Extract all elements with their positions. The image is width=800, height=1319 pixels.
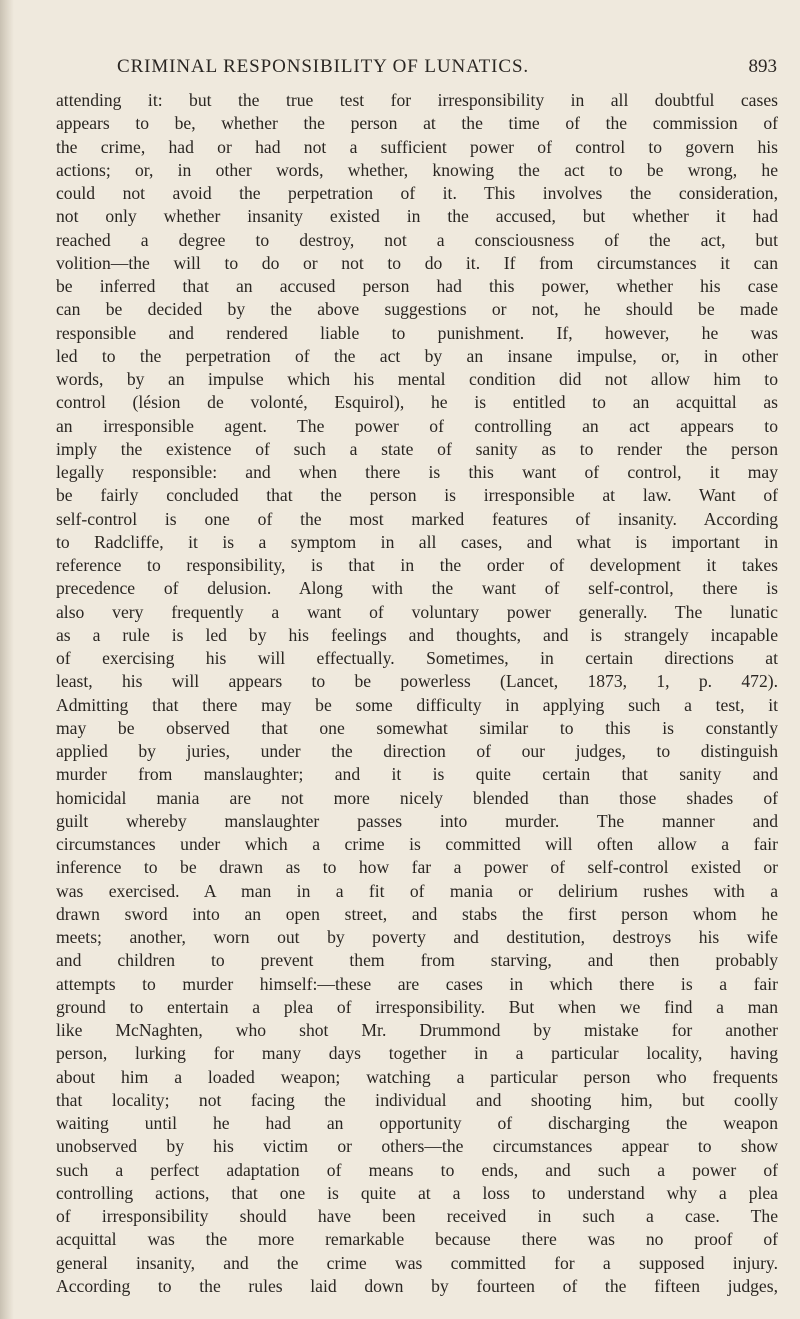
text-line: like McNaghten, who shot Mr. Drummond by mistake for another (56, 1020, 778, 1040)
text-line: acquittal was the more remarkable because there was no proof of (56, 1229, 778, 1250)
text-line: appears to be, whether the person at the time of the commission of (56, 113, 778, 134)
text-line: attempts to murder himself:—these are cases in which there is a fair (56, 973, 778, 994)
text-line: least, his will appears to be powerless (Lancet, 1873, 1, p. 472). (56, 671, 778, 692)
text-line: inference to be drawn as to how far a power of self-control existed or (56, 857, 778, 878)
page-number: 893 (748, 56, 777, 77)
running-head (117, 56, 777, 86)
text-line: of exercising his will effectually. Sometimes, in certain directions at (56, 648, 778, 668)
text-line: the crime, had or had not a sufficient power of control to govern his (56, 136, 778, 157)
text-line: and children to prevent them from starving, and then probably (56, 950, 778, 971)
text-line: an irresponsible agent. The power of controlling an act appears to (56, 415, 778, 436)
text-line: such a perfect adaptation of means to ends, and such a power of (56, 1159, 778, 1180)
text-line: controlling actions, that one is quite at a loss to understand why a plea (56, 1182, 778, 1203)
text-line: According to the rules laid down by fourteen of the fifteen judges, (56, 1275, 778, 1296)
text-line: reached a degree to destroy, not a consciousness of the act, but (56, 229, 778, 250)
text-line: be fairly concluded that the person is irresponsible at law. Want of (56, 485, 778, 506)
text-line: control (lésion de volonté, Esquirol), he is entitled to an acquittal as (56, 392, 778, 413)
text-line: words, by an impulse which his mental condition did not allow him to (56, 369, 778, 389)
text-line: general insanity, and the crime was committed for a supposed injury. (56, 1252, 778, 1273)
text-line: applied by juries, under the direction of our judges, to distinguish (56, 741, 778, 761)
text-line: drawn sword into an open street, and stabs the first person whom he (56, 903, 778, 924)
text-line: self-control is one of the most marked features of insanity. According (56, 508, 778, 529)
text-line: led to the perpetration of the act by an insane impulse, or, in other (56, 345, 778, 366)
text-line: volition—the will to do or not to do it. If from circumstances it can (56, 252, 778, 273)
text-line: meets; another, worn out by poverty and destitution, destroys his wife (56, 927, 778, 947)
text-line: homicidal mania are not more nicely blended than those shades of (56, 787, 778, 808)
text-line: person, lurking for many days together in a particular locality, having (56, 1043, 778, 1064)
text-line: responsible and rendered liable to punishment. If, however, he was (56, 322, 778, 343)
text-line: may be observed that one somewhat similar to this is constantly (56, 717, 778, 738)
text-line: imply the existence of such a state of sanity as to render the person (56, 438, 778, 459)
text-line: guilt whereby manslaughter passes into murder. The manner and (56, 810, 778, 831)
text-line: actions; or, in other words, whether, knowing the act to be wrong, he (56, 159, 778, 180)
text-line: unobserved by his victim or others—the circumstances appear to show (56, 1136, 778, 1157)
body-text (56, 89, 778, 1298)
text-line: reference to responsibility, is that in the order of development it takes (56, 555, 778, 575)
text-line: can be decided by the above suggestions or not, he should be made (56, 299, 778, 320)
text-line: that locality; not facing the individual and shooting him, but coolly (56, 1089, 778, 1110)
text-line: murder from manslaughter; and it is quite certain that sanity and (56, 764, 778, 785)
text-line: be inferred that an accused person had this power, whether his case (56, 276, 778, 296)
text-line: attending it: but the true test for irresponsibility in all doubtful cases (56, 90, 778, 110)
text-line: about him a loaded weapon; watching a particular person who frequents (56, 1066, 778, 1087)
text-line: precedence of delusion. Along with the want of self-control, there is (56, 578, 778, 599)
text-line: also very frequently a want of voluntary power generally. The lunatic (56, 601, 778, 622)
text-line: as a rule is led by his feelings and thoughts, and is strangely incapable (56, 624, 778, 645)
text-line: ground to entertain a plea of irresponsibility. But when we find a man (56, 996, 778, 1017)
text-line: of irresponsibility should have been received in such a case. The (56, 1206, 778, 1226)
text-line: to Radcliffe, it is a symptom in all cases, and what is important in (56, 531, 778, 552)
running-title: CRIMINAL RESPONSIBILITY OF LUNATICS. (117, 56, 530, 77)
text-line: Admitting that there may be some difficulty in applying such a test, it (56, 694, 778, 715)
text-line: was exercised. A man in a fit of mania or delirium rushes with a (56, 880, 778, 901)
text-line: circumstances under which a crime is committed will often allow a fair (56, 834, 778, 854)
text-line: could not avoid the perpetration of it. This involves the consideration, (56, 183, 778, 203)
text-line: not only whether insanity existed in the accused, but whether it had (56, 206, 778, 227)
text-line: waiting until he had an opportunity of discharging the weapon (56, 1113, 778, 1133)
text-line: legally responsible: and when there is this want of control, it may (56, 462, 778, 482)
